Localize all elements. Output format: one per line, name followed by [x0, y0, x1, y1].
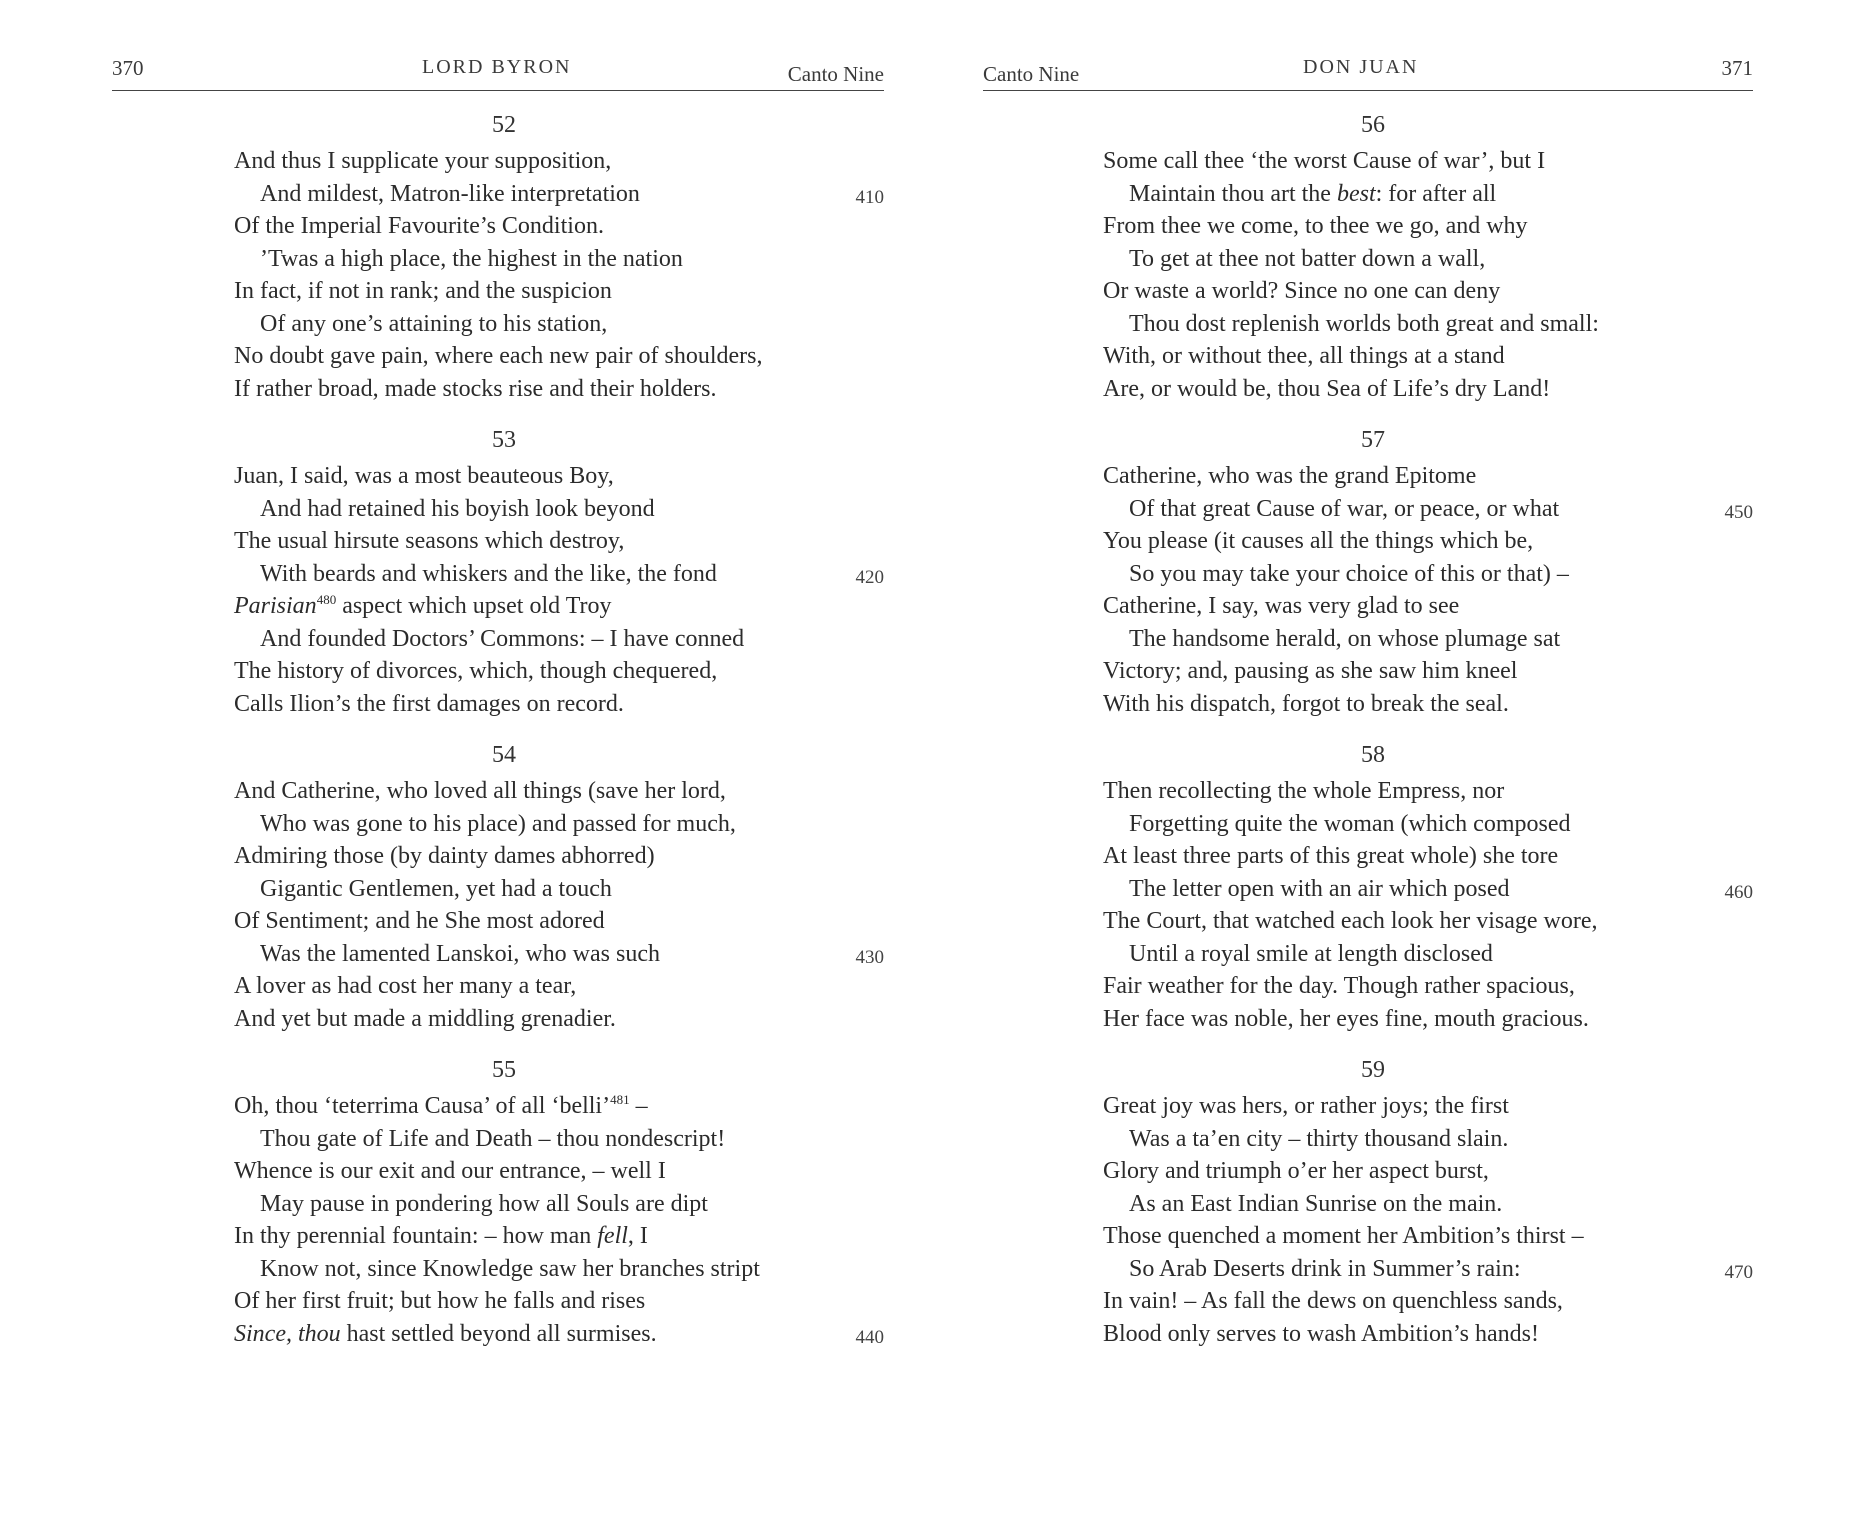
verse-text: Forgetting quite the woman (which composed [1129, 810, 1571, 837]
verse-line [234, 623, 884, 656]
verse-line [1103, 275, 1753, 308]
verse-line [234, 688, 884, 721]
verse-line [1103, 1003, 1753, 1036]
verse-line [234, 840, 884, 873]
verse-text: Victory; and, pausing as she saw him kneel [1103, 658, 1518, 684]
verse-text: Or waste a world? Since no one can deny [1103, 278, 1501, 304]
verse-line [1103, 808, 1753, 841]
verse-text: May pause in pondering how all Souls are dipt [260, 1190, 708, 1217]
stanza-number: 59 [1361, 1057, 1385, 1083]
verse-line [234, 243, 884, 276]
verse-text: aspect which upset old Troy [336, 593, 612, 619]
verse-line [234, 178, 884, 211]
verse-text: And had retained his boyish look beyond [260, 495, 655, 522]
line-number: 460 [1724, 881, 1753, 903]
stanza-column [1103, 112, 1753, 1372]
verse-line [1103, 460, 1753, 493]
verse-text: Thou dost replenish worlds both great and small: [1129, 310, 1599, 337]
canto-label: Canto Nine [983, 62, 1080, 86]
verse-text: In vain! – As fall the dews on quenchless sands, [1103, 1288, 1563, 1314]
verse-line [234, 1285, 884, 1318]
italic-text: best [1336, 180, 1376, 207]
verse-line [1103, 775, 1753, 808]
stanza-number: 56 [1361, 112, 1385, 138]
verse-text: Blood only serves to wash Ambition’s hands! [1103, 1320, 1539, 1347]
verse-text: hast settled beyond all surmises. [340, 1320, 657, 1347]
verse-line [1103, 178, 1753, 211]
verse-text: You please (it causes all the things which be, [1103, 528, 1534, 554]
verse-line [234, 808, 884, 841]
verse-line [1103, 145, 1753, 178]
running-head [112, 56, 884, 96]
verse-text: With, or without thee, all things at a stand [1103, 343, 1505, 369]
verse-line [234, 145, 884, 178]
verse-text: ’Twas a high place, the highest in the nation [260, 245, 683, 272]
verse-line [234, 1155, 884, 1188]
verse-text: And yet but made a middling grenadier. [234, 1005, 616, 1032]
verse-text: Admiring those (by dainty dames abhorred) [234, 843, 655, 869]
verse-line [1103, 688, 1753, 721]
italic-text: Since, thou [234, 1320, 341, 1347]
stanza [1103, 1057, 1753, 1350]
verse-text: , I [627, 1223, 648, 1249]
verse-line [234, 493, 884, 526]
verse-text: Glory and triumph o’er her aspect burst, [1103, 1158, 1489, 1184]
verse-text: In fact, if not in rank; and the suspicion [234, 278, 612, 304]
header-rule [983, 90, 1753, 91]
verse-line [1103, 590, 1753, 623]
verse-line [1103, 1285, 1753, 1318]
line-number: 450 [1724, 501, 1753, 523]
verse-line [1103, 1123, 1753, 1156]
verse-text: : for after all [1375, 180, 1497, 207]
verse-line [1103, 1253, 1753, 1286]
verse-text: Then recollecting the whole Empress, nor [1103, 778, 1505, 804]
verse-text: With beards and whiskers and the like, the fond [260, 560, 717, 587]
verse-line [234, 1188, 884, 1221]
verse-line [234, 970, 884, 1003]
line-number: 470 [1724, 1261, 1753, 1283]
header-rule [112, 90, 884, 91]
verse-line [234, 460, 884, 493]
verse-text: Her face was noble, her eyes fine, mouth gracious. [1103, 1005, 1589, 1032]
verse-line [1103, 308, 1753, 341]
canto-label: Canto Nine [787, 62, 884, 86]
verse-line [1103, 373, 1753, 406]
stanza [1103, 742, 1753, 1035]
verse-line [234, 1123, 884, 1156]
verse-line [234, 590, 884, 623]
stanza [234, 1057, 884, 1350]
page-number: 370 [112, 56, 144, 80]
stanza [234, 427, 884, 720]
verse-text: The Court, that watched each look her visage wore, [1103, 908, 1598, 934]
verse-text: So Arab Deserts drink in Summer’s rain: [1129, 1255, 1521, 1282]
verse-text: Are, or would be, thou Sea of Life’s dry Land! [1103, 375, 1551, 402]
stanza-number: 53 [492, 427, 516, 453]
line-number: 410 [855, 186, 884, 208]
verse-text: Catherine, I say, was very glad to see [1103, 593, 1460, 619]
verse-line [1103, 1155, 1753, 1188]
verse-line [1103, 938, 1753, 971]
verse-text: Catherine, who was the grand Epitome [1103, 463, 1477, 489]
verse-line [234, 1253, 884, 1286]
footnote-ref: 480 [316, 592, 337, 607]
verse-text: Of the Imperial Favourite’s Condition. [234, 213, 604, 239]
verse-line [1103, 655, 1753, 688]
verse-text: In thy perennial fountain: – how man [234, 1223, 598, 1249]
verse-line [234, 1220, 884, 1253]
verse-line [234, 340, 884, 373]
verse-line [234, 1318, 884, 1351]
verse-text: From thee we come, to thee we go, and why [1103, 213, 1528, 239]
stanza-number: 55 [492, 1057, 516, 1083]
verse-text: To get at thee not batter down a wall, [1129, 245, 1486, 272]
verse-line [1103, 623, 1753, 656]
verse-text: The letter open with an air which posed [1129, 875, 1510, 902]
running-head [983, 56, 1753, 96]
verse-text: And Catherine, who loved all things (save her lord, [234, 778, 726, 804]
verse-line [1103, 210, 1753, 243]
stanza [234, 742, 884, 1035]
verse-text: With his dispatch, forgot to break the seal. [1103, 690, 1509, 717]
footnote-ref: 481 [610, 1092, 630, 1107]
verse-text: Of that great Cause of war, or peace, or what [1129, 495, 1560, 522]
italic-text: fell [597, 1223, 628, 1249]
page-number: 371 [1721, 56, 1753, 80]
stanza-number: 52 [492, 112, 516, 138]
verse-text: Juan, I said, was a most beauteous Boy, [234, 463, 614, 489]
verse-line [234, 210, 884, 243]
verse-line [234, 373, 884, 406]
verse-line [1103, 873, 1753, 906]
verse-line [1103, 1220, 1753, 1253]
verse-text: Know not, since Knowledge saw her branches stript [260, 1255, 760, 1282]
verse-text: Of her first fruit; but how he falls and rises [234, 1288, 646, 1314]
verse-text: – [629, 1093, 648, 1119]
line-number: 440 [855, 1326, 884, 1348]
verse-line [234, 308, 884, 341]
verse-line [1103, 1188, 1753, 1221]
verse-text: And thus I supplicate your supposition, [234, 148, 612, 174]
verse-line [234, 873, 884, 906]
verse-line [1103, 525, 1753, 558]
verse-text: Maintain thou art the [1129, 180, 1337, 207]
verse-text: Until a royal smile at length disclosed [1129, 940, 1493, 967]
verse-text: A lover as had cost her many a tear, [234, 973, 577, 999]
verse-line [1103, 340, 1753, 373]
verse-text: Calls Ilion’s the first damages on record. [234, 690, 624, 717]
verse-text: Who was gone to his place) and passed for much, [260, 810, 736, 837]
verse-text: Some call thee ‘the worst Cause of war’, but I [1103, 148, 1546, 174]
verse-text: And founded Doctors’ Commons: – I have conned [260, 625, 745, 652]
verse-line [1103, 1090, 1753, 1123]
verse-text: As an East Indian Sunrise on the main. [1129, 1190, 1503, 1217]
verse-text: Was a ta’en city – thirty thousand slain. [1129, 1125, 1509, 1152]
verse-line [234, 1090, 884, 1123]
verse-line [1103, 1318, 1753, 1351]
verse-text: The handsome herald, on whose plumage sat [1129, 625, 1561, 652]
stanza-number: 54 [492, 742, 516, 768]
verse-text: The history of divorces, which, though chequered, [234, 658, 718, 684]
right-page [927, 0, 1854, 1531]
verse-text: Oh, thou ‘teterrima Causa’ of all ‘belli’ [234, 1093, 611, 1119]
stanza [234, 112, 884, 405]
stanza-number: 57 [1361, 427, 1385, 453]
verse-text: At least three parts of this great whole) she tore [1103, 843, 1559, 869]
verse-line [1103, 970, 1753, 1003]
verse-line [1103, 905, 1753, 938]
verse-line [1103, 558, 1753, 591]
verse-text: Fair weather for the day. Though rather spacious, [1103, 973, 1575, 999]
verse-text: Was the lamented Lanskoi, who was such [260, 940, 660, 967]
verse-text: The usual hirsute seasons which destroy, [234, 528, 625, 554]
verse-text: No doubt gave pain, where each new pair of shoulders, [234, 343, 763, 369]
verse-line [1103, 840, 1753, 873]
verse-text: Gigantic Gentlemen, yet had a touch [260, 875, 612, 902]
verse-text: And mildest, Matron-like interpretation [260, 180, 640, 207]
verse-text: Whence is our exit and our entrance, – well I [234, 1158, 666, 1184]
stanza-column [234, 112, 884, 1372]
verse-line [234, 775, 884, 808]
verse-line [234, 1003, 884, 1036]
running-title: DON JUAN [1303, 56, 1419, 78]
verse-line [234, 938, 884, 971]
verse-text: Of any one’s attaining to his station, [260, 310, 608, 337]
stanza [1103, 427, 1753, 720]
verse-line [1103, 493, 1753, 526]
verse-line [234, 275, 884, 308]
stanza [1103, 112, 1753, 405]
line-number: 430 [855, 946, 884, 968]
stanza-number: 58 [1361, 742, 1385, 768]
verse-text: Of Sentiment; and he She most adored [234, 908, 605, 934]
line-number: 420 [855, 566, 884, 588]
italic-text: Parisian [234, 593, 317, 619]
verse-line [234, 905, 884, 938]
running-title: LORD BYRON [422, 56, 572, 78]
verse-line [1103, 243, 1753, 276]
verse-line [234, 655, 884, 688]
verse-text: If rather broad, made stocks rise and their holders. [234, 375, 717, 402]
verse-line [234, 558, 884, 591]
verse-line [234, 525, 884, 558]
verse-text: So you may take your choice of this or that) – [1129, 560, 1569, 587]
verse-text: Those quenched a moment her Ambition’s thirst – [1103, 1223, 1584, 1249]
verse-text: Great joy was hers, or rather joys; the first [1103, 1093, 1509, 1119]
verse-text: Thou gate of Life and Death – thou nondescript! [260, 1125, 726, 1152]
